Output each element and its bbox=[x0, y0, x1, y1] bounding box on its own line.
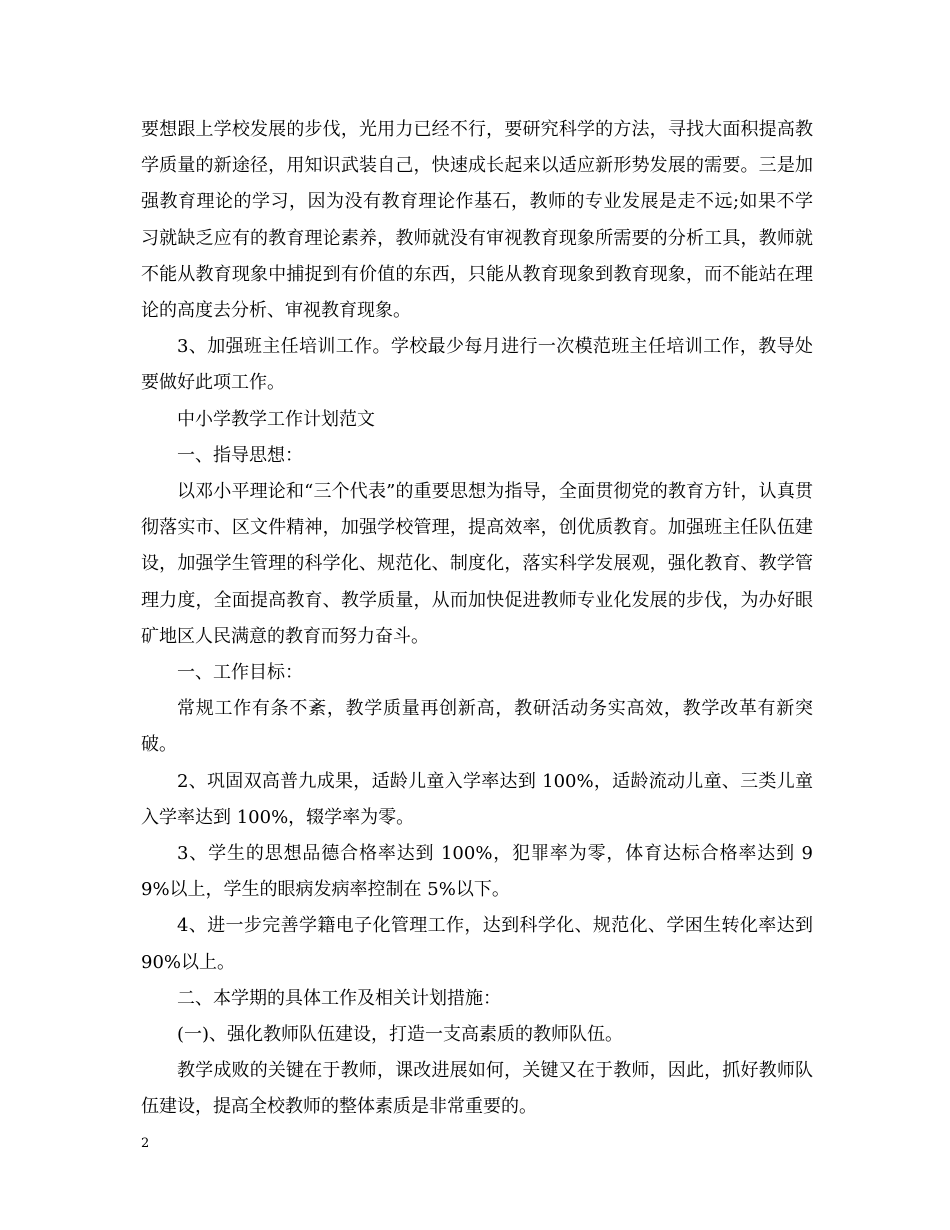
heading-guiding-ideology: 一、指导思想： bbox=[177, 444, 303, 466]
paragraph-teacher-team: 教学成败的关键在于教师，课改进展如何，关键又在于教师，因此，抓好教师队伍建设，提高全校教师的整体素质是非常重要的。 bbox=[141, 1060, 813, 1118]
heading-work-goals: 一、工作目标： bbox=[177, 662, 303, 684]
subheading-teacher-team: (一)、强化教师队伍建设，打造一支高素质的教师队伍。 bbox=[177, 1024, 624, 1046]
section-title: 中小学教学工作计划范文 bbox=[177, 408, 375, 430]
page-number: 2 bbox=[141, 1136, 150, 1151]
paragraph-2: 3、加强班主任培训工作。学校最少每月进行一次模范班主任培训工作，教导处要做好此项工作。 bbox=[141, 336, 813, 394]
paragraph-goal-enrollment: 2、巩固双高普九成果，适龄儿童入学率达到 100%，适龄流动儿童、三类儿童入学率达到 100%，辍学率为零。 bbox=[141, 770, 813, 828]
paragraph-goal-moral: 3、学生的思想品德合格率达到 100%，犯罪率为零，体育达标合格率达到 99%以上，学生的眼病发病率控制在 5%以下。 bbox=[141, 843, 813, 901]
document-body bbox=[141, 112, 813, 1126]
paragraph-goal-records: 4、进一步完善学籍电子化管理工作，达到科学化、规范化、学困生转化率达到 90%以上。 bbox=[141, 915, 813, 973]
heading-measures: 二、本学期的具体工作及相关计划措施： bbox=[177, 987, 501, 1009]
paragraph-guiding-ideology: 以邓小平理论和“三个代表”的重要思想为指导，全面贯彻党的教育方针，认真贯彻落实市、区文件精神，加强学校管理，提高效率，创优质教育。加强班主任队伍建设，加强学生管理的科学化、规范化、制度化，落实科学发展观，强化教育、教学管理力度，全面提高教育、教学质量，从而加快促进教师专业化发展的步伐，为办好眼矿地区人民满意的教育而努力奋斗。 bbox=[141, 481, 813, 647]
paragraph-1: 要想跟上学校发展的步伐，光用力已经不行，要研究科学的方法，寻找大面积提高教学质量的新途径，用知识武装自己，快速成长起来以适应新形势发展的需要。三是加强教育理论的学习，因为没有教育理论作基石，教师的专业发展是走不远;如果不学习就缺乏应有的教育理论素养，教师就没有审视教育现象所需要的分析工具，教师就不能从教育现象中捕捉到有价值的东西，只能从教育现象到教育现象，而不能站在理论的高度去分析、审视教育现象。 bbox=[141, 119, 813, 322]
paragraph-goal-routine: 常规工作有条不紊，教学质量再创新高，教研活动务实高效，教学改革有新突破。 bbox=[141, 698, 813, 756]
